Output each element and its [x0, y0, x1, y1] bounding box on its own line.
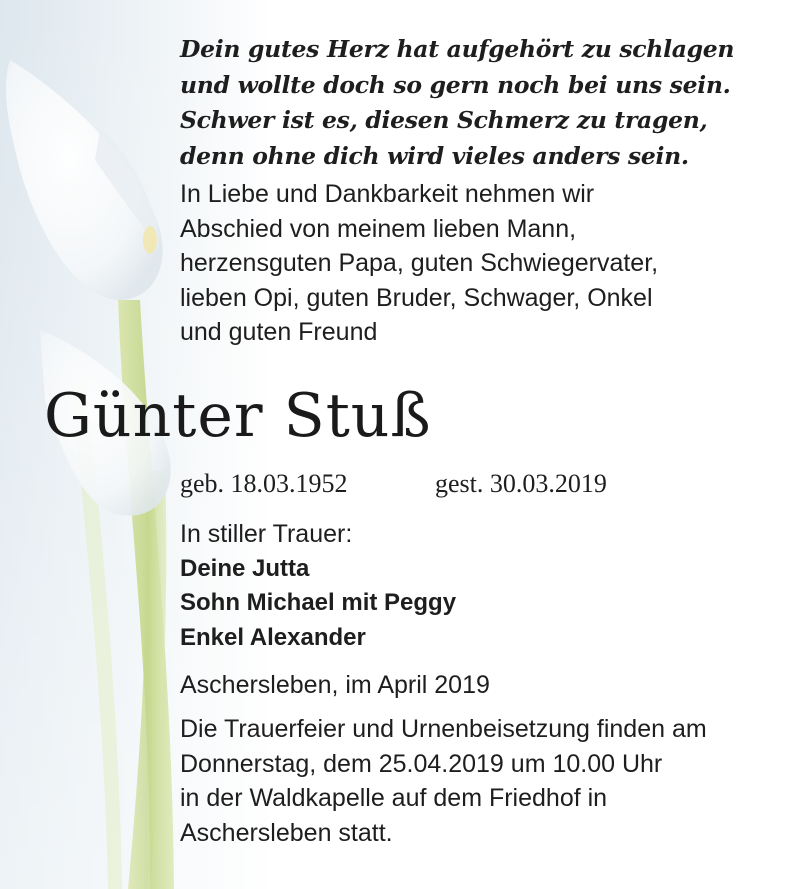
mourners-block	[180, 517, 780, 655]
farewell-line: In Liebe und Dankbarkeit nehmen wir	[180, 180, 595, 208]
deceased-name: Günter Stuß	[44, 381, 432, 451]
notice-line: Donnerstag, dem 25.04.2019 um 10.00 Uhr	[180, 749, 663, 778]
mourner-name: Enkel Alexander	[180, 623, 366, 651]
place-and-date: Aschersleben, im April 2019	[180, 671, 490, 699]
notice-line: in der Waldkapelle auf dem Friedhof in	[180, 784, 608, 812]
mourner-name: Sohn Michael mit Peggy	[180, 589, 457, 616]
verse-line: denn ohne dich wird vieles anders sein.	[180, 141, 689, 170]
farewell-text	[180, 177, 780, 350]
death-date: gest. 30.03.2019	[435, 469, 607, 498]
mourners-heading: In stiller Trauer:	[180, 520, 353, 548]
mourner-name: Deine Jutta	[180, 554, 310, 582]
memorial-verse	[180, 32, 780, 174]
farewell-line: Abschied von meinem lieben Mann,	[180, 214, 577, 243]
notice-line: Die Trauerfeier und Urnenbeisetzung finden am	[180, 715, 707, 743]
funeral-notice	[180, 712, 790, 850]
notice-line: Aschersleben statt.	[180, 818, 393, 847]
life-dates	[180, 466, 780, 502]
farewell-line: und guten Freund	[180, 318, 378, 346]
birth-date: geb. 18.03.1952	[180, 469, 348, 498]
verse-line: Schwer ist es, diesen Schmerz zu tragen,	[180, 106, 708, 134]
verse-line: und wollte doch so gern noch bei uns sein.	[180, 70, 731, 99]
verse-line: Dein gutes Herz hat aufgehört zu schlagen	[180, 35, 735, 63]
farewell-line: herzensguten Papa, guten Schwiegervater,	[180, 249, 659, 277]
farewell-line: lieben Opi, guten Bruder, Schwager, Onkel	[180, 283, 653, 312]
